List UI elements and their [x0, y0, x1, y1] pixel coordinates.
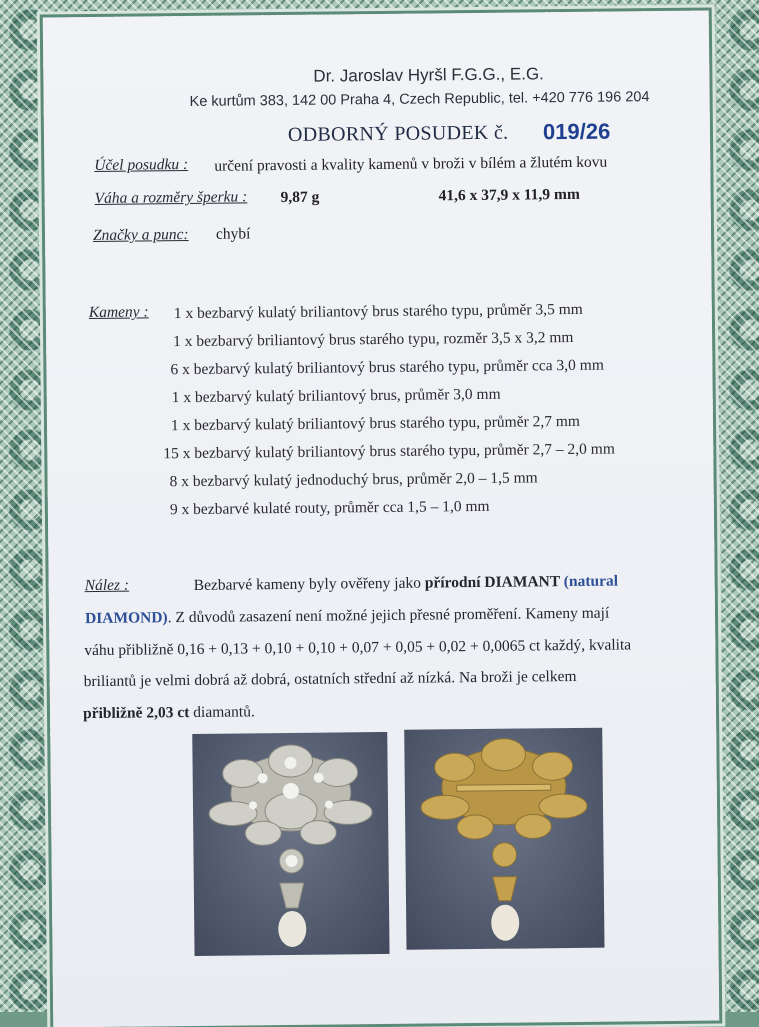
- brooch-back-photo: [404, 728, 604, 950]
- dimensions-value: 41,6 x 37,9 x 11,9 mm: [438, 185, 580, 205]
- stone-line-1: 1 x bezbarvý kulatý briliantový brus starého typu, průměr 3,5 mm: [173, 300, 583, 323]
- stone-line-5: 1 x bezbarvý kulatý briliantový brus starého typu, průměr 2,7 mm: [170, 412, 581, 435]
- stone-line-7: 8 x bezbarvý kulatý jednoduchý brus, průměr 2,0 – 1,5 mm: [169, 469, 538, 491]
- purpose-label: Účel posudku :: [94, 156, 189, 174]
- purpose-value: určení pravosti a kvality kamenů v broži v bílém a žlutém kovu: [214, 153, 608, 175]
- finding-line-4: briliantů je velmi dobrá až dobrá, ostatních střední až nízká. Na broži je celkem: [83, 667, 577, 691]
- weight-label: Váha a rozměry šperku :: [94, 188, 248, 207]
- brooch-front-photo: [192, 732, 389, 956]
- brooch-front-drawing: [192, 732, 389, 956]
- stone-line-4: 1 x bezbarvý kulatý briliantový brus, průměr 3,0 mm: [171, 385, 501, 407]
- issuer-name: Dr. Jaroslav Hyršl F.G.G., E.G.: [313, 64, 544, 86]
- stone-line-2: 1 x bezbarvý briliantový brus starého typu, rozměr 3,5 x 3,2 mm: [173, 328, 574, 351]
- finding-label: Nález :: [84, 576, 130, 595]
- finding-line-1: Bezbarvé kameny byly ověřeny jako přírodní DIAMANT (natural: [193, 572, 619, 594]
- weight-value: 9,87 g: [280, 188, 320, 207]
- marks-label: Značky a punc:: [92, 225, 189, 244]
- marks-value: chybí: [215, 225, 251, 243]
- finding-line-5: přibližně 2,03 ct diamantů.: [82, 703, 255, 723]
- document-title: ODBORNÝ POSUDEK č.: [287, 121, 509, 146]
- brooch-back-drawing: [404, 728, 604, 950]
- stone-line-3: 6 x bezbarvý kulatý briliantový brus starého typu, průměr cca 3,0 mm: [170, 356, 604, 379]
- finding-line-3: váhu přibližně 0,16 + 0,13 + 0,10 + 0,10 + 0,07 + 0,05 + 0,02 + 0,0065 ct každý, kvalita: [84, 636, 632, 660]
- finding-line-2: DIAMOND). Z důvodů zasazení není možné jejich přesné proměření. Kameny mají: [84, 604, 610, 628]
- document-number: 019/26: [542, 118, 611, 145]
- stone-line-6: 15 x bezbarvý kulatý briliantový brus starého typu, průměr 2,7 – 2,0 mm: [163, 440, 615, 463]
- issuer-address: Ke kurtům 383, 142 00 Praha 4, Czech Republic, tel. +420 776 196 204: [189, 89, 650, 110]
- stone-line-8: 9 x bezbarvé kulaté routy, průměr cca 1,5 – 1,0 mm: [169, 497, 490, 519]
- stones-label: Kameny :: [88, 303, 149, 322]
- certificate-paper: [43, 11, 720, 1027]
